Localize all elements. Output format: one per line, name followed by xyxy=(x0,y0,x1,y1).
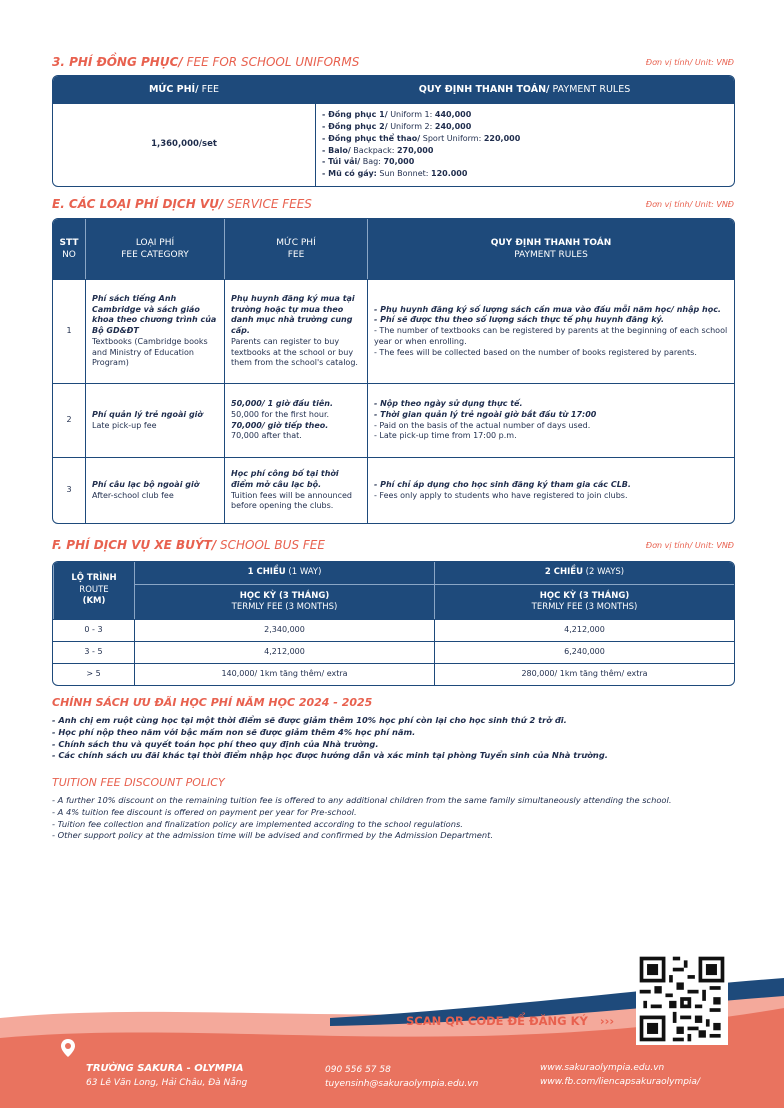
policy-vn-title: CHÍNH SÁCH ƯU ĐÃI HỌC PHÍ NĂM HỌC 2024 - 2025 xyxy=(52,696,373,709)
fee-cell: 50,000/ 1 giờ đầu tiên. 50,000 for the first hour. 70,000/ giờ tiếp theo. 70,000 after that. xyxy=(224,383,367,457)
website-link[interactable]: www.sakuraolympia.edu.vn xyxy=(540,1063,665,1073)
uniform-item: - Đồng phục thể thao/ Sport Uniform: 220,000 xyxy=(322,133,521,143)
route-header: LỘ TRÌNH ROUTE (KM) xyxy=(53,562,134,619)
email-link[interactable]: tuyensinh@sakuraolympia.edu.vn xyxy=(325,1079,479,1089)
uniform-item: - Đồng phục 2/ Uniform 2: 240,000 xyxy=(322,121,472,131)
rules-cell: - Phụ huynh đăng ký số lượng sách cần mua vào đầu mỗi năm học/ nhập học. - Phí sẽ được thu theo số lượng sách thực tế phụ huynh đăng ký. - The number of textbooks can be registered by parents at the beginning of each school year or when enrolling. - The fees will be collected based on the number of books registered by parents. xyxy=(367,279,734,383)
location-pin-icon xyxy=(60,1038,76,1058)
service-section-title: E. CÁC LOẠI PHÍ DỊCH VỤ/ SERVICE FEES xyxy=(52,197,312,211)
bus-row xyxy=(53,641,734,663)
service-unit-note: Đơn vị tính/ Unit: VNĐ xyxy=(645,200,734,209)
facebook-link[interactable]: www.fb.com/liencapsakuraolympia/ xyxy=(540,1077,700,1087)
uniform-section-title: 3. PHÍ ĐỒNG PHỤC/ FEE FOR SCHOOL UNIFORMS xyxy=(52,55,360,69)
one-way-term-header: HỌC KỲ (3 THÁNG) TERMLY FEE (3 MONTHS) xyxy=(134,584,434,619)
bus-row xyxy=(53,663,734,685)
uniform-item: - Túi vải/ Bag: 70,000 xyxy=(322,157,415,167)
service-fee-table xyxy=(52,218,735,524)
uniform-fee-value: 1,360,000/set xyxy=(151,139,217,150)
rules-cell: - Nộp theo ngày sử dụng thực tế. - Thời gian quản lý trẻ ngoài giờ bắt đầu từ 17:00 - Paid on the basis of the actual number of days used. - Late pick-up time from 17:00 p.m. xyxy=(367,383,734,457)
two-way-term-header: HỌC KỲ (3 THÁNG) TERMLY FEE (3 MONTHS) xyxy=(434,584,734,619)
two-way-cell: 280,000/ 1km tăng thêm/ extra xyxy=(434,663,734,685)
uniform-item: - Mũ có gáy: Sun Bonnet: 120.000 xyxy=(322,169,468,179)
one-way-header: 1 CHIỀU (1 WAY) xyxy=(134,562,434,584)
bus-unit-note: Đơn vị tính/ Unit: VNĐ xyxy=(645,541,734,550)
uniform-unit-note: Đơn vị tính/ Unit: VNĐ xyxy=(645,58,734,67)
one-way-cell: 4,212,000 xyxy=(134,641,434,663)
category-header: LOẠI PHÍ FEE CATEGORY xyxy=(85,219,224,279)
one-way-cell: 2,340,000 xyxy=(134,619,434,641)
bus-fee-table xyxy=(52,561,735,686)
service-row-2 xyxy=(53,383,734,457)
two-way-header: 2 CHIỀU (2 WAYS) xyxy=(434,562,734,584)
registration-qr-code[interactable] xyxy=(636,953,728,1045)
school-address: 63 Lê Văn Long, Hải Châu, Đà Nẵng xyxy=(86,1078,248,1088)
row-number: 3 xyxy=(53,457,85,523)
policy-vn-list: - Anh chị em ruột cùng học tại một thời điểm sẽ được giảm thêm 10% học phí còn lại cho học sinh thứ 2 trở đi. - Học phí nộp theo năm với bậc mầm non sẽ được giảm thêm 4% học phí năm. - Chính sách thu và quyết toán học phí theo quy định của Nhà trường. - Các chính sách ưu đãi khác tại thời điểm nhập học được hướng dẫn và xác minh tại phòng Tuyển sinh của Nhà trường. xyxy=(52,715,608,761)
rules-cell: - Phí chỉ áp dụng cho học sinh đăng ký tham gia các CLB. - Fees only apply to students who have registered to join clubs. xyxy=(367,457,734,523)
stt-header: STT NO xyxy=(53,219,85,279)
category-cell: Phí quản lý trẻ ngoài giờ Late pick-up fee xyxy=(85,383,224,457)
category-cell: Phí câu lạc bộ ngoài giờ After-school club fee xyxy=(85,457,224,523)
uniform-item: - Balo/ Backpack: 270,000 xyxy=(322,145,434,155)
phone-number[interactable]: 090 556 57 58 xyxy=(325,1065,391,1075)
bus-section-title: F. PHÍ DỊCH VỤ XE BUÝT/ SCHOOL BUS FEE xyxy=(52,538,325,552)
two-way-cell: 4,212,000 xyxy=(434,619,734,641)
route-cell: 0 - 3 xyxy=(53,619,134,641)
route-cell: 3 - 5 xyxy=(53,641,134,663)
uniform-item: - Đồng phục 1/ Uniform 1: 440,000 xyxy=(322,110,472,120)
two-way-cell: 6,240,000 xyxy=(434,641,734,663)
row-number: 1 xyxy=(53,279,85,383)
uniform-fee-table xyxy=(52,75,735,187)
fee-cell: Học phí công bố tại thời điểm mở câu lạc bộ. Tuition fees will be announced before opening the clubs. xyxy=(224,457,367,523)
bus-row xyxy=(53,619,734,641)
route-cell: > 5 xyxy=(53,663,134,685)
row-number: 2 xyxy=(53,383,85,457)
uniform-fee-header: MỨC PHÍ/ FEE xyxy=(53,76,315,104)
one-way-cell: 140,000/ 1km tăng thêm/ extra xyxy=(134,663,434,685)
policy-en-title: TUITION FEE DISCOUNT POLICY xyxy=(52,776,225,789)
uniform-rules-header: QUY ĐỊNH THANH TOÁN/ PAYMENT RULES xyxy=(315,76,734,104)
category-cell: Phí sách tiếng Anh Cambridge và sách giáo khoa theo chương trình của Bộ GD&ĐT Textbooks (Cambridge books and Ministry of Education Program) xyxy=(85,279,224,383)
rules-header: QUY ĐỊNH THANH TOÁN PAYMENT RULES xyxy=(367,219,734,279)
service-row-1 xyxy=(53,279,734,383)
fee-cell: Phụ huynh đăng ký mua tại trường hoặc tự mua theo danh mục nhà trường cung cấp. Parents can register to buy textbooks at the school or buy them from the school's catalog. xyxy=(224,279,367,383)
uniform-item-list xyxy=(315,104,734,186)
school-name: TRƯỜNG SAKURA - OLYMPIA xyxy=(86,1063,244,1074)
scan-qr-label: SCAN QR CODE ĐỂ ĐĂNG KÝ ››› xyxy=(406,1014,615,1028)
fee-header: MỨC PHÍ FEE xyxy=(224,219,367,279)
policy-en-list: - A further 10% discount on the remaining tuition fee is offered to any additional children from the same family simultaneously attending the school. - A 4% tuition fee discount is offered on payment per year for Pre-school. - Tuition fee collection and finalization policy are implemented according to the school regulations. - Other support policy at the admission time will be advised and confirmed by the Admission Department. xyxy=(52,795,672,841)
service-row-3 xyxy=(53,457,734,523)
